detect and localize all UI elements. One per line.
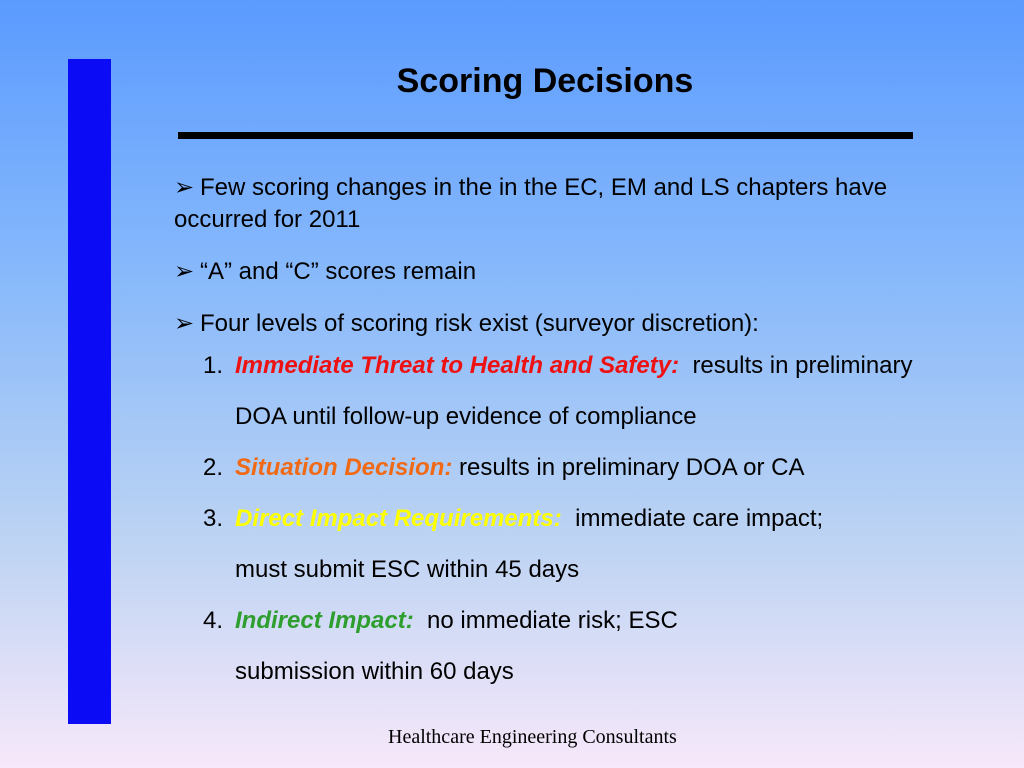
risk-level-item [174,493,944,595]
level-number: 4. [203,607,224,634]
slide-footer: Healthcare Engineering Consultants [388,726,677,748]
level-description: immediate care impact; must submit ESC within 45 days [235,505,824,583]
risk-level-item [174,595,944,697]
level-description: results in preliminary DOA or CA [459,454,805,481]
level-term: Situation Decision: [235,454,453,481]
risk-level-item [174,340,944,442]
level-number: 3. [203,505,224,532]
arrow-bullet-icon: ➢ [174,174,195,201]
slide-body [174,172,944,697]
arrow-bullet-icon: ➢ [174,310,195,337]
sidebar-accent-bar [68,59,111,724]
title-underline [178,132,913,139]
level-description: no immediate risk; ESC submission within 60 days [235,607,678,685]
bullet-item [174,256,944,288]
bullet-item [174,308,944,340]
level-term: Immediate Threat to Health and Safety: [235,352,680,379]
level-description: results in preliminary DOA until follow-up evidence of compliance [235,352,913,430]
risk-level-item [174,442,944,493]
bullet-item [174,172,944,236]
level-number: 1. [203,352,224,379]
arrow-bullet-icon: ➢ [174,258,195,285]
level-number: 2. [203,454,224,481]
slide-title: Scoring Decisions [396,62,694,100]
bullet-text: Four levels of scoring risk exist (surveyor discretion): [200,310,759,337]
bullet-text: Few scoring changes in the in the EC, EM and LS chapters have occurred for 2011 [174,174,888,233]
level-term: Direct Impact Requirements: [235,505,562,532]
level-term: Indirect Impact: [235,607,414,634]
bullet-text: “A” and “C” scores remain [200,258,477,285]
